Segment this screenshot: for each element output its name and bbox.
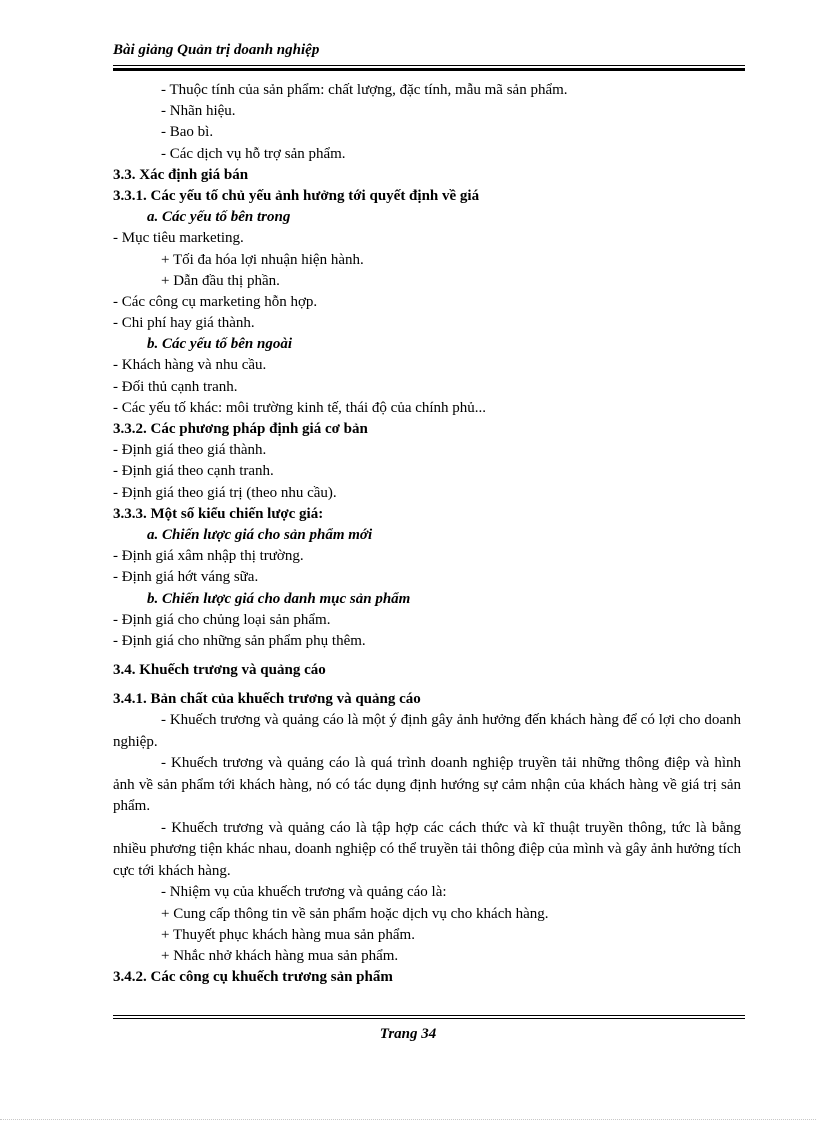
document-body — [113, 80, 741, 988]
list-item: - Định giá cho những sản phẩm phụ thêm. — [113, 632, 366, 649]
list-item: - Định giá xâm nhập thị trường. — [113, 548, 304, 565]
subheading: a. Các yếu tố bên trong — [147, 209, 291, 226]
list-item: - Các yếu tố khác: môi trường kinh tế, thái độ của chính phủ... — [113, 399, 487, 416]
list-item: + Nhắc nhở khách hàng mua sản phẩm. — [161, 948, 399, 964]
header-title: Bài giảng Quản trị doanh nghiệp — [113, 42, 320, 58]
list-item: - Mục tiêu marketing. — [113, 230, 244, 247]
subheading: a. Chiến lược giá cho sản phẩm mới — [147, 526, 373, 543]
subsection-heading: 3.3.2. Các phương pháp định giá cơ bản — [113, 421, 368, 437]
list-item: + Tối đa hóa lợi nhuận hiện hành. — [161, 251, 364, 268]
subheading: b. Các yếu tố bên ngoài — [147, 336, 292, 353]
subheading: b. Chiến lược giá cho danh mục sản phẩm — [147, 590, 411, 607]
list-item: - Chi phí hay giá thành. — [113, 315, 255, 332]
footer-rule-thin-top — [113, 1015, 745, 1016]
section-heading: 3.3. Xác định giá bán — [113, 166, 249, 183]
subsection-heading: 3.3.1. Các yếu tố chủ yếu ảnh hưởng tới quyết định về giá — [113, 187, 480, 204]
list-item: - Định giá cho chủng loại sản phẩm. — [113, 611, 331, 628]
list-item: - Nhiệm vụ của khuếch trương và quảng cáo là: — [161, 884, 447, 901]
list-item: - Các dịch vụ hỗ trợ sản phẩm. — [161, 145, 346, 162]
list-item: + Dẫn đầu thị phần. — [161, 272, 280, 289]
subsection-heading: 3.4.1. Bản chất của khuếch trương và quảng cáo — [113, 691, 421, 708]
page-number: Trang 34 — [379, 1026, 437, 1042]
header-rule-thin — [113, 65, 745, 66]
page-edge-divider — [0, 1119, 816, 1120]
list-item: - Nhãn hiệu. — [161, 103, 236, 120]
section-heading: 3.4. Khuếch trương và quảng cáo — [113, 662, 326, 679]
list-item: - Định giá theo giá trị (theo nhu cầu). — [113, 484, 337, 501]
paragraph: - Khuếch trương và quảng cáo là tập hợp các cách thức và kĩ thuật truyền thông, tức là bằng nhiều phương tiện khác nhau, doanh nghiệp có thể truyền tải thông điệp của mình và gây ảnh hưởng tích cực tới khách hàng. — [113, 819, 741, 879]
list-item: - Thuộc tính của sản phẩm: chất lượng, đặc tính, mẫu mã sản phẩm. — [161, 82, 568, 98]
list-item: - Định giá hớt váng sữa. — [113, 569, 259, 586]
header-rule-thick — [113, 68, 745, 71]
subsection-heading: 3.4.2. Các công cụ khuếch trương sản phẩm — [113, 969, 393, 986]
list-item: - Định giá theo giá thành. — [113, 442, 267, 459]
list-item: - Định giá theo cạnh tranh. — [113, 463, 274, 480]
list-item: - Đối thủ cạnh tranh. — [113, 378, 238, 395]
list-item: - Các công cụ marketing hỗn hợp. — [113, 293, 318, 310]
subsection-heading: 3.3.3. Một số kiểu chiến lược giá: — [113, 505, 324, 522]
paragraph: - Khuếch trương và quảng cáo là một ý định gây ảnh hưởng đến khách hàng để có lợi cho doanh nghiệp. — [113, 712, 741, 750]
footer-rule-thin-bottom — [113, 1018, 745, 1019]
list-item: - Bao bì. — [161, 124, 214, 141]
list-item: + Thuyết phục khách hàng mua sản phẩm. — [161, 926, 415, 943]
list-item: - Khách hàng và nhu cầu. — [113, 357, 267, 374]
paragraph: - Khuếch trương và quảng cáo là quá trình doanh nghiệp truyền tải những thông điệp và hình ảnh về sản phẩm tới khách hàng, nó có tác dụng định hướng sự cảm nhận của khách hàng về giá trị sản phẩm. — [113, 755, 741, 815]
list-item: + Cung cấp thông tin về sản phẩm hoặc dịch vụ cho khách hàng. — [161, 905, 549, 922]
